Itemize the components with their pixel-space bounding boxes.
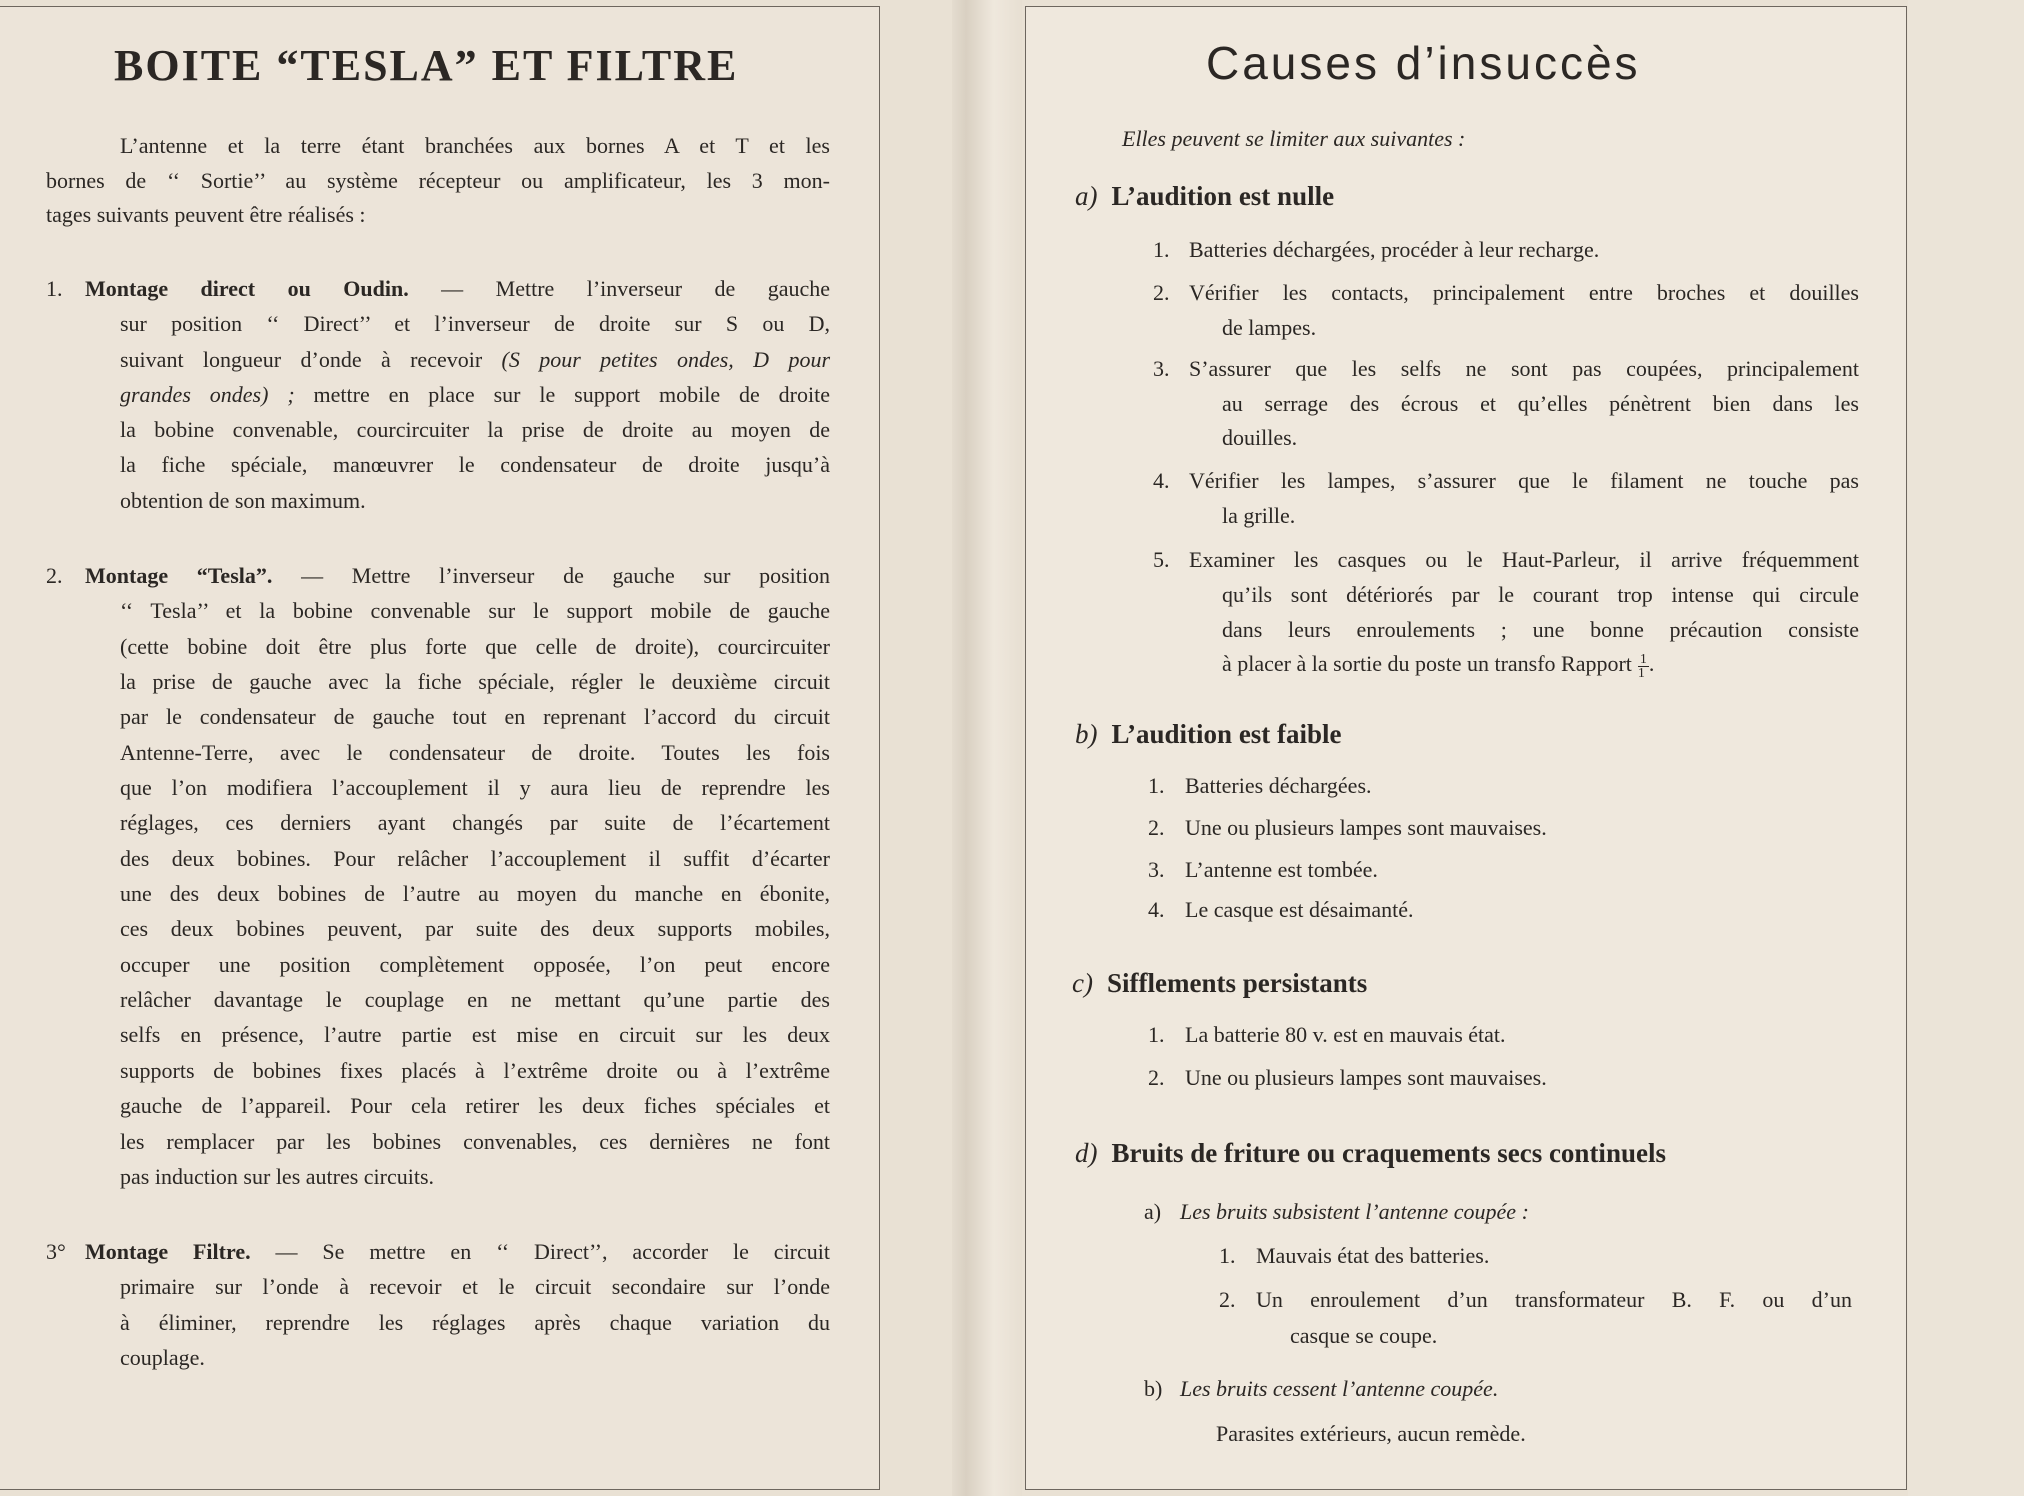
item-number: 4. bbox=[1153, 468, 1170, 493]
text-line: la prise de gauche avec la fiche spéciale, régler le deuxième circuit bbox=[120, 669, 830, 695]
text-line: supports de bobines fixes placés à l’extrême droite ou à l’extrême bbox=[120, 1057, 830, 1083]
text-line: Batteries déchargées. bbox=[1185, 773, 1372, 798]
fraction-numerator: 1 bbox=[1639, 651, 1647, 667]
section-title: L’audition est nulle bbox=[1111, 181, 1335, 211]
text-line: primaire sur l’onde à recevoir et le circuit secondaire sur l’onde bbox=[120, 1274, 830, 1300]
sub-heading: Les bruits subsistent l’antenne coupée : bbox=[1180, 1199, 1529, 1224]
section-title: Sifflements persistants bbox=[1106, 968, 1368, 998]
cause-item bbox=[1185, 895, 1825, 925]
text-line: occuper une position complètement opposée, l’on peut encore bbox=[120, 951, 830, 977]
cause-item bbox=[1189, 354, 1859, 453]
text-line: qu’ils sont détériorés par le courant trop intense qui circule bbox=[1222, 581, 1859, 607]
text-line bbox=[120, 345, 830, 375]
section-label: b) bbox=[1075, 719, 1098, 749]
cause-item bbox=[1256, 1241, 1856, 1271]
text-run: — Mettre l’inverseur de gauche bbox=[408, 276, 831, 301]
text-line bbox=[85, 274, 830, 304]
text-line: douilles. bbox=[1222, 425, 1298, 450]
text-line: des deux bobines. Pour relâcher l’accouplement il suffit d’écarter bbox=[120, 845, 830, 871]
text-line: sur position ‘‘ Direct’’ et l’inverseur de droite sur S ou D, bbox=[120, 311, 830, 337]
section-heading-a bbox=[1075, 180, 1334, 212]
cause-item bbox=[1189, 235, 1859, 265]
text-line: couplage. bbox=[120, 1344, 205, 1370]
text-line: gauche de l’appareil. Pour cela retirer les deux fiches spéciales et bbox=[120, 1093, 830, 1119]
item-number: 1. bbox=[1153, 237, 1170, 262]
text-line: la fiche spéciale, manœuvrer le condensateur de droite jusqu’à bbox=[120, 452, 830, 478]
intro-paragraph bbox=[46, 131, 830, 230]
cause-item bbox=[1185, 771, 1825, 801]
text-line: Batteries déchargées, procéder à leur recharge. bbox=[1189, 237, 1600, 262]
sub-label: b) bbox=[1144, 1376, 1163, 1401]
item-number: 2. bbox=[1153, 280, 1170, 305]
item-number: 1. bbox=[1148, 1022, 1165, 1047]
text-line: la grille. bbox=[1222, 502, 1296, 528]
cause-item bbox=[1185, 813, 1825, 843]
cause-item bbox=[1189, 545, 1859, 681]
section-title: Bruits de friture ou craquements secs continuels bbox=[1111, 1138, 1666, 1168]
item-number: 2. bbox=[1148, 815, 1165, 840]
note: Parasites extérieurs, aucun remède. bbox=[1216, 1421, 1526, 1446]
text-line bbox=[120, 380, 830, 410]
text-line: à placer à la sortie du poste un transfo Rapport $\frac{1}{1}$ . bbox=[1222, 651, 1655, 681]
montage-direct-paragraph bbox=[85, 274, 831, 516]
section-heading-c bbox=[1072, 967, 1367, 999]
text-line: Une ou plusieurs lampes sont mauvaises. bbox=[1185, 1065, 1547, 1090]
text-line: obtention de son maximum. bbox=[120, 487, 366, 513]
text-line: Le casque est désaimanté. bbox=[1185, 897, 1414, 922]
text-line: la bobine convenable, courcircuiter la prise de droite au moyen de bbox=[120, 417, 830, 443]
text-line: ces deux bobines peuvent, par suite des deux supports mobiles, bbox=[120, 916, 830, 942]
item-number: 5. bbox=[1153, 547, 1170, 572]
text-run: mettre en place sur le support mobile de droite bbox=[294, 381, 830, 407]
ratio-fraction bbox=[1638, 653, 1649, 680]
item-number: 2. bbox=[1219, 1287, 1236, 1312]
text-line: ‘‘ Tesla’’ et la bobine convenable sur le support mobile de gauche bbox=[120, 598, 830, 624]
cause-item bbox=[1189, 278, 1859, 343]
text-line: bornes de ‘‘ Sortie’’ au système récepteur ou amplificateur, les 3 mon- bbox=[46, 167, 830, 193]
sub-label: a) bbox=[1144, 1199, 1162, 1224]
cause-item bbox=[1185, 1063, 1825, 1093]
item-number: 1. bbox=[46, 276, 63, 301]
text-line: S’assurer que les selfs ne sont pas coupées, principalement bbox=[1189, 356, 1859, 381]
text-line: réglages, ces derniers ayant changés par suite de l’écartement bbox=[120, 810, 830, 836]
text-line: selfs en présence, l’autre partie est mise en circuit sur les deux bbox=[120, 1022, 830, 1048]
italic-run: (S pour petites ondes, D pour bbox=[501, 346, 831, 372]
cause-item bbox=[1185, 1020, 1825, 1050]
text-run: — Se mettre en ‘‘ Direct’’, accorder le circuit bbox=[250, 1239, 830, 1264]
cause-item bbox=[1189, 466, 1859, 531]
text-line: Mauvais état des batteries. bbox=[1256, 1243, 1490, 1268]
item-number: 4. bbox=[1148, 897, 1165, 922]
text-line: pas induction sur les autres circuits. bbox=[120, 1163, 435, 1189]
text-line: relâcher davantage le couplage en ne mettant qu’une partie des bbox=[120, 987, 830, 1013]
text-line: Vérifier les contacts, principalement entre broches et douilles bbox=[1189, 280, 1859, 305]
text-line: Une ou plusieurs lampes sont mauvaises. bbox=[1185, 815, 1547, 840]
text-line: Un enroulement d’un transformateur B. F. ou d’un bbox=[1256, 1287, 1852, 1312]
text-line: les remplacer par les bobines convenables, ces dernières ne font bbox=[120, 1128, 830, 1154]
text-line bbox=[85, 561, 830, 591]
page-edge bbox=[1908, 0, 2024, 1496]
text-line: Antenne-Terre, avec le condensateur de droite. Toutes les fois bbox=[120, 739, 830, 765]
text-line: Vérifier les lampes, s’assurer que le filament ne touche pas bbox=[1189, 468, 1859, 493]
text-line: de lampes. bbox=[1222, 314, 1317, 340]
left-page-title: BOITE “TESLA” ET FILTRE bbox=[114, 41, 739, 90]
cause-item bbox=[1256, 1285, 1852, 1351]
bold-run: Montage direct ou Oudin. bbox=[85, 276, 409, 301]
text-run: — Mettre l’inverseur de gauche sur position bbox=[272, 563, 830, 588]
text-run: suivant longueur d’onde à recevoir bbox=[120, 346, 502, 372]
italic-run: grandes ondes) ; bbox=[120, 381, 295, 407]
section-title: L’audition est faible bbox=[1111, 719, 1342, 749]
item-number: 3. bbox=[1153, 356, 1170, 381]
text-line: que l’on modifiera l’accouplement il y aura lieu de reprendre les bbox=[120, 775, 830, 801]
bold-run: Montage Filtre. bbox=[85, 1239, 251, 1264]
text-line: L’antenne et la terre étant branchées aux bornes A et T et les bbox=[120, 133, 830, 158]
section-label: c) bbox=[1072, 968, 1093, 998]
section-label: a) bbox=[1075, 181, 1098, 211]
item-number: 1. bbox=[1148, 773, 1165, 798]
text-line bbox=[85, 1237, 830, 1267]
page-fold bbox=[952, 0, 1022, 1496]
item-number: 1. bbox=[1219, 1243, 1236, 1268]
cause-item bbox=[1185, 855, 1825, 885]
item-number: 2. bbox=[1148, 1065, 1165, 1090]
text-line: (cette bobine doit être plus forte que celle de droite), courcircuiter bbox=[120, 633, 830, 659]
text-line: par le condensateur de gauche tout en reprenant l’accord du circuit bbox=[120, 704, 830, 730]
text-line: à éliminer, reprendre les réglages après chaque variation du bbox=[120, 1309, 830, 1335]
montage-filtre-paragraph bbox=[85, 1237, 830, 1373]
subtitle: Elles peuvent se limiter aux suivantes : bbox=[1122, 126, 1466, 151]
section-label: d) bbox=[1075, 1138, 1098, 1168]
text-line: La batterie 80 v. est en mauvais état. bbox=[1185, 1022, 1506, 1047]
text-line: tages suivants peuvent être réalisés : bbox=[46, 202, 366, 227]
bold-run: Montage “Tesla”. bbox=[85, 563, 273, 588]
item-number: 3. bbox=[1148, 857, 1165, 882]
montage-tesla-paragraph bbox=[85, 561, 830, 1192]
sub-heading: Les bruits cessent l’antenne coupée. bbox=[1180, 1376, 1499, 1401]
text-line: Examiner les casques ou le Haut-Parleur, il arrive fréquemment bbox=[1189, 547, 1859, 572]
section-heading-b bbox=[1075, 718, 1342, 750]
item-number: 2. bbox=[46, 563, 63, 588]
section-heading-d bbox=[1075, 1137, 1666, 1169]
text-line: casque se coupe. bbox=[1290, 1323, 1438, 1348]
right-page-title: Causes d’insuccès bbox=[1206, 37, 1641, 89]
text-line: une des deux bobines de l’autre au moyen du manche en ébonite, bbox=[120, 881, 830, 907]
text-line: dans leurs enroulements ; une bonne précaution consiste bbox=[1222, 616, 1859, 642]
fraction-denominator: 1 bbox=[1637, 665, 1645, 681]
text-line: L’antenne est tombée. bbox=[1185, 857, 1378, 882]
item-number: 3° bbox=[46, 1239, 66, 1264]
text-line: au serrage des écrous et qu’elles pénètrent bien dans les bbox=[1222, 390, 1859, 416]
